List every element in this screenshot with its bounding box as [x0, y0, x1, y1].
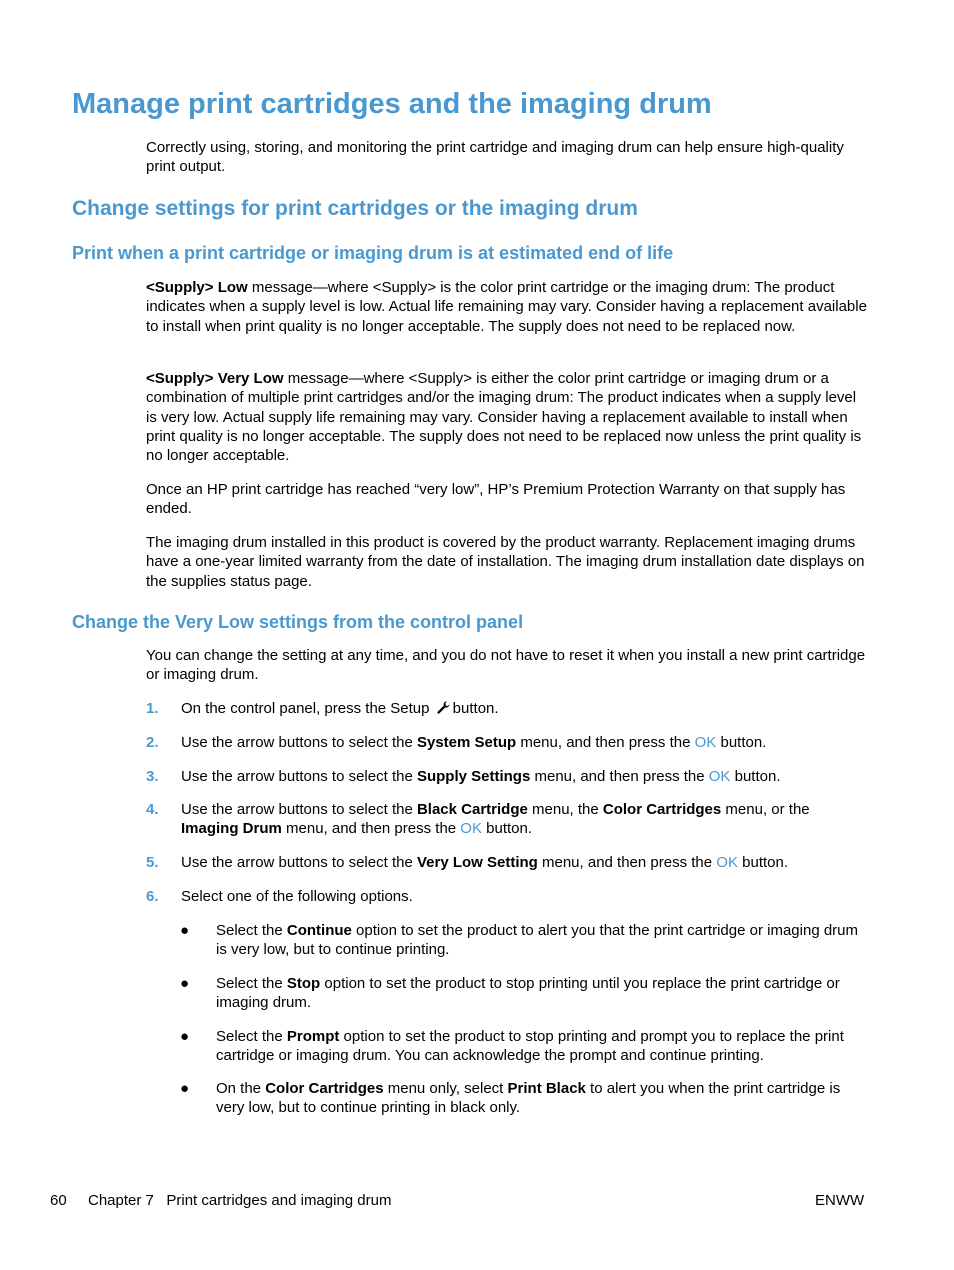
supply-low-text: message—where <Supply> is the color print cartridge or the imaging drum: The product indicates when a supply level is low. Actual life remaining may vary. Consider having a replacement available to install when print quality is no longer acceptable. The supply does not need to be replaced now.	[146, 279, 867, 335]
bullet-prompt	[180, 1027, 868, 1066]
step-3	[146, 767, 868, 786]
step-text: menu, and then press the	[281, 820, 461, 838]
step-number: 3.	[146, 768, 159, 785]
menu-name: Color Cartridges	[602, 801, 722, 818]
footer-chapter: Chapter 7 Print cartridges and imaging drum	[88, 1192, 392, 1209]
bullet-continue	[180, 921, 868, 960]
bullet-dot: ●	[180, 922, 190, 939]
step-text: Use the arrow buttons to select the	[181, 734, 417, 751]
option-name: Color Cartridges	[265, 1080, 384, 1097]
bullet-text: Select the	[216, 922, 287, 939]
bullet-text: Select the	[216, 975, 287, 992]
menu-name: Supply Settings	[416, 768, 531, 785]
step-text: Use the arrow buttons to select the	[181, 801, 417, 818]
step-text: menu, the	[527, 801, 603, 818]
menu-name: Very Low Setting	[416, 854, 538, 871]
step-text: Use the arrow buttons to select the	[181, 768, 417, 785]
bullet-dot: ●	[180, 1028, 190, 1045]
step-text: button.	[481, 820, 533, 838]
paragraph-supply-low	[146, 278, 868, 336]
step-number: 1.	[146, 700, 159, 717]
ok-link[interactable]: OK	[716, 854, 738, 871]
subsection-heading-very-low-settings: Change the Very Low settings from the control panel	[72, 612, 524, 632]
step-text-end: button.	[452, 700, 499, 717]
bullet-dot: ●	[180, 1080, 190, 1097]
step-text: menu, and then press the	[516, 734, 695, 751]
step-text: button.	[737, 854, 789, 871]
step-text: On the control panel, press the Setup	[181, 700, 430, 717]
supply-very-low-term: <Supply> Very Low	[146, 370, 284, 387]
step-text: menu, or the	[721, 801, 810, 818]
supply-very-low-text: message—where <Supply> is either the color print cartridge or imaging drum or a combination of multiple print cartridges and/or the imaging drum: The product indicates when a supply level is very low. Actual supply life remaining may vary. Consider having a replacement available to install when print quality is no longer acceptable. The supply does not need to be replaced now unless the print quality is no longer acceptable.	[146, 370, 862, 465]
step-6	[146, 887, 868, 906]
option-name: Continue	[286, 922, 352, 939]
bullet-text: On the	[216, 1080, 266, 1097]
step-text: menu, and then press the	[537, 854, 717, 871]
bullet-text: to alert you when the print cartridge is very low, but to continue printing in black only.	[216, 1080, 841, 1117]
bullet-stop	[180, 974, 868, 1013]
bullet-print-black	[180, 1079, 868, 1118]
bullet-text: Select the	[216, 1028, 287, 1045]
step-2	[146, 733, 868, 752]
menu-name: Imaging Drum	[181, 820, 282, 838]
menu-name: System Setup	[416, 734, 517, 751]
paragraph-supply-very-low	[146, 369, 868, 465]
step-number: 2.	[146, 734, 159, 751]
ok-link[interactable]: OK	[708, 768, 731, 785]
step-number: 5.	[146, 854, 159, 871]
paragraph-drum-warranty: The imaging drum installed in this product is covered by the product warranty. Replacement imaging drums have a one-year limited warranty from the date of installation. The imaging drum installation date displays on the supplies status page.	[146, 534, 865, 590]
ok-link[interactable]: OK	[460, 820, 482, 838]
bullet-text: menu only, select	[383, 1080, 508, 1097]
step-text: button.	[716, 734, 767, 751]
step-1	[146, 699, 868, 718]
menu-name: Black Cartridge	[416, 801, 528, 818]
ok-link[interactable]: OK	[694, 734, 717, 751]
step-text: Use the arrow buttons to select the	[181, 854, 417, 871]
supply-low-term: <Supply> Low	[146, 279, 248, 296]
step-4	[146, 800, 868, 839]
paragraph-warranty-ended: Once an HP print cartridge has reached “very low”, HP’s Premium Protection Warranty on that supply has ended.	[146, 481, 846, 518]
subsection-heading-end-of-life: Print when a print cartridge or imaging drum is at estimated end of life	[72, 243, 674, 263]
step-5	[146, 853, 868, 872]
paragraph-change-setting: You can change the setting at any time, and you do not have to reset it when you install a new print cartridge or imaging drum.	[146, 647, 866, 684]
footer-locale: ENWW	[815, 1192, 865, 1209]
step-text: menu, and then press the	[530, 768, 709, 785]
step-text: Select one of the following options.	[181, 888, 413, 905]
bullet-dot: ●	[180, 975, 190, 992]
option-name: Print Black	[507, 1080, 586, 1097]
wrench-icon	[436, 700, 451, 715]
step-number: 6.	[146, 888, 159, 905]
option-name: Prompt	[286, 1028, 340, 1045]
bullet-text: option to set the product to alert you that the print cartridge or imaging drum is very low, but to continue printing.	[216, 922, 859, 959]
page-number: 60	[50, 1192, 67, 1209]
bullet-text: option to set the product to stop printing until you replace the print cartridge or imaging drum.	[216, 975, 840, 1012]
intro-paragraph: Correctly using, storing, and monitoring the print cartridge and imaging drum can help ensure high-quality print output.	[146, 139, 844, 176]
option-name: Stop	[286, 975, 321, 992]
step-number: 4.	[146, 801, 159, 818]
page-title: Manage print cartridges and the imaging drum	[72, 88, 712, 120]
step-text: button.	[730, 768, 781, 785]
section-heading: Change settings for print cartridges or the imaging drum	[72, 197, 638, 220]
bullet-text: option to set the product to stop printing and prompt you to replace the print cartridge or imaging drum. You can acknowledge the prompt and continue printing.	[216, 1028, 844, 1065]
